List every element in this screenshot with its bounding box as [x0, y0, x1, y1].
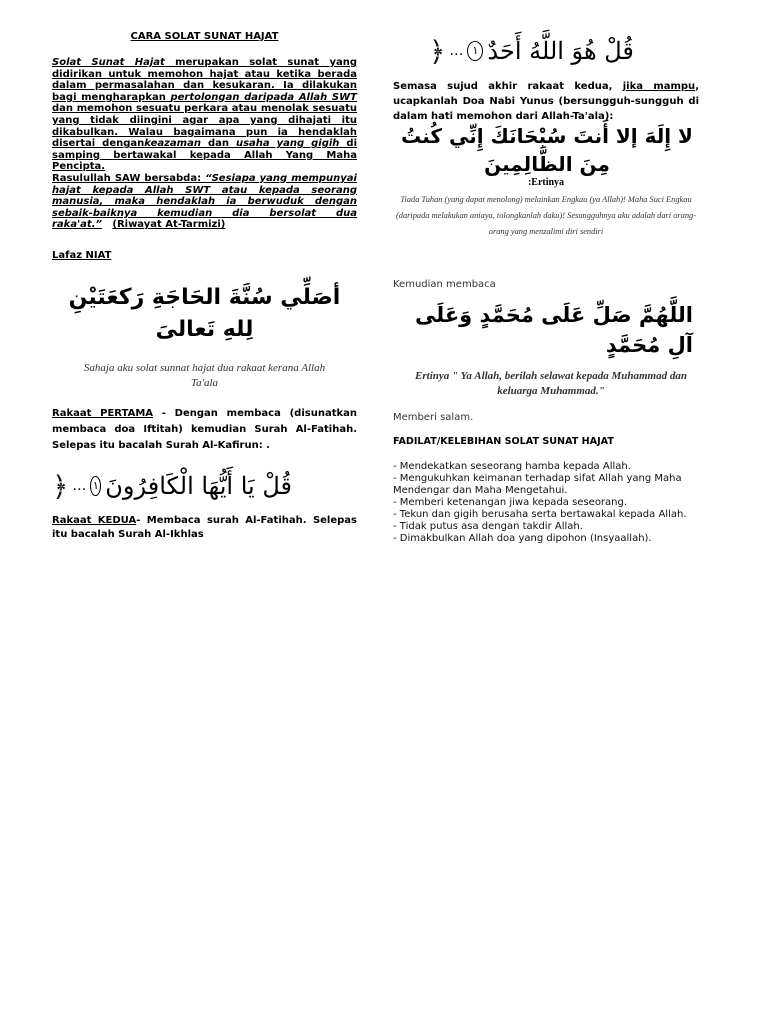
verse-number-badge: ١ [90, 476, 101, 496]
rakaat-pertama-text: - Dengan membaca (disunatkan membaca doa Iftitah) kemudian Surah Al-Fatihah. Selepas itu bacalah Surah Al-Kafirun: . [52, 408, 357, 451]
fadilat-heading: FADILAT/KELEBIHAN SOLAT SUNAT HAJAT [393, 436, 614, 447]
verse-bracket-open-icon: ﴿ [429, 34, 446, 68]
intro-p1: merupakan solat sunat yang didirikan untuk memohon hajat atau ketika berada dalam permasalahan dan kesukaran. Ia dilakukan bagi mengharapkan [52, 57, 357, 103]
yunus-translation: Tiada Tuhan (yang dapat menolong) melainkan Engkau (ya Allah)! Maha Suci Engkau (daripada melakukan aniaya, tolongkanlah daku)! Sesungguhnya aku adalah dari orang-orang yang menzalimi diri sendiri [395, 195, 697, 236]
intro-p2-end: di samping bertawakal kepada Allah Yang Maha Pencipta. [52, 138, 357, 173]
list-item: - Memberi ketenangan jiwa kepada seseorang. [393, 497, 628, 508]
verse-ellipsis: … [72, 478, 87, 494]
rakaat-pertama-paragraph [52, 406, 357, 454]
niat-translation: Sahaja aku solat sunnat hajat dua rakaat kerana Allah Ta'ala [83, 362, 326, 389]
rakaat-kedua-paragraph [52, 514, 357, 542]
kemudian-text: Kemudian membaca [393, 279, 496, 290]
intro-p1-em: pertolongan daripada Allah SWT [170, 91, 357, 103]
hadith-text: “Sesiapa yang mempunyai hajat kepada Allah SWT atau kepada seorang manusia, maka hendaklah ia berwuduk dengan sebaik-baiknya kemudian dia bersolat dua raka'at.” [52, 172, 357, 231]
list-item: - Mendekatkan seseorang hamba kepada Allah. [393, 461, 631, 472]
ikhlas-arabic: قُلْ هُوَ اللَّهُ أَحَدٌ [487, 37, 634, 65]
ertinya-label: :Ertinya [527, 177, 565, 188]
verse-number-badge: ١ [467, 41, 483, 61]
lafaz-heading: Lafaz NIAT [52, 250, 112, 261]
intro-p2-em1: keazaman [144, 138, 201, 150]
list-item: - Tidak putus asa dengan takdir Allah. [393, 521, 583, 532]
selawat-arabic: اللَّهُمَّ صَلِّ عَلَى مُحَمَّدٍ وَعَلَى آلِ مُحَمَّدٍ [415, 303, 693, 357]
rakaat-kedua-label: Rakaat KEDUA [52, 515, 137, 526]
salam-text: Memberi salam. [393, 412, 474, 423]
intro-p2-em2: usaha yang gigih [235, 138, 340, 150]
sujud-text-2: , ucapkanlah Doa Nabi Yunus (bersungguh-sungguh di dalam hati memohon dari Allah-Ta'ala): [393, 81, 699, 122]
list-item: - Mengukuhkan keimanan terhadap sifat Allah yang Maha Mendengar dan Maha Mengetahui. [393, 473, 682, 496]
verse-ellipsis: … [449, 43, 464, 59]
intro-paragraph [52, 57, 357, 231]
yunus-arabic: لا إِلَهَ إلا أَنتَ سُبْحَانَكَ إِنِّي كُنتُ مِنَ الظَّالِمِينَ [401, 124, 693, 176]
rakaat-pertama-label: Rakaat PERTAMA [52, 408, 154, 419]
hadith-lead: Rasulullah SAW bersabda: [52, 172, 206, 184]
list-item: - Tekun dan gigih berusaha serta bertawakal kepada Allah. [393, 509, 687, 520]
intro-p2: dan memohon sesuatu perkara atau menolak sesuatu yang tidak diingini agar apa yang dihajati itu dikabulkan. Walau bagaimana pun ia hendaklah disertai dengan [52, 103, 357, 150]
intro-term: Solat Sunat Hajat [52, 57, 165, 68]
list-item: - Dimakbulkan Allah doa yang dipohon (Insyaallah). [393, 533, 652, 544]
rakaat-kedua-text: - Membaca surah Al-Fatihah. Selepas itu bacalah Surah Al-Ikhlas [52, 515, 357, 540]
sujud-underlined: jika mampu [622, 81, 696, 92]
page-title: CARA SOLAT SUNAT HAJAT [130, 31, 279, 42]
fadilat-list [393, 461, 703, 545]
kafirun-arabic: قُلْ يَا أَيُّهَا الْكَافِرُونَ [105, 472, 292, 500]
ikhlas-verse [429, 30, 669, 72]
verse-bracket-open-icon: ﴿ [52, 469, 69, 503]
kafirun-verse [52, 466, 292, 506]
sujud-text-1: Semasa sujud akhir rakaat kedua, [393, 81, 623, 92]
hadith-source: (Riwayat At-Tarmizi) [112, 219, 226, 231]
selawat-translation: Ertinya " Ya Allah, berilah selawat kepada Muhammad dan keluarga Muhammad." [415, 370, 687, 397]
niat-arabic: أصَلِّي سُنَّةَ الحَاجَةِ رَكعَتَيْنِ لِلهِ تَعالىَ [68, 285, 341, 342]
sujud-paragraph [393, 79, 699, 124]
intro-p2-mid: dan [200, 138, 236, 150]
